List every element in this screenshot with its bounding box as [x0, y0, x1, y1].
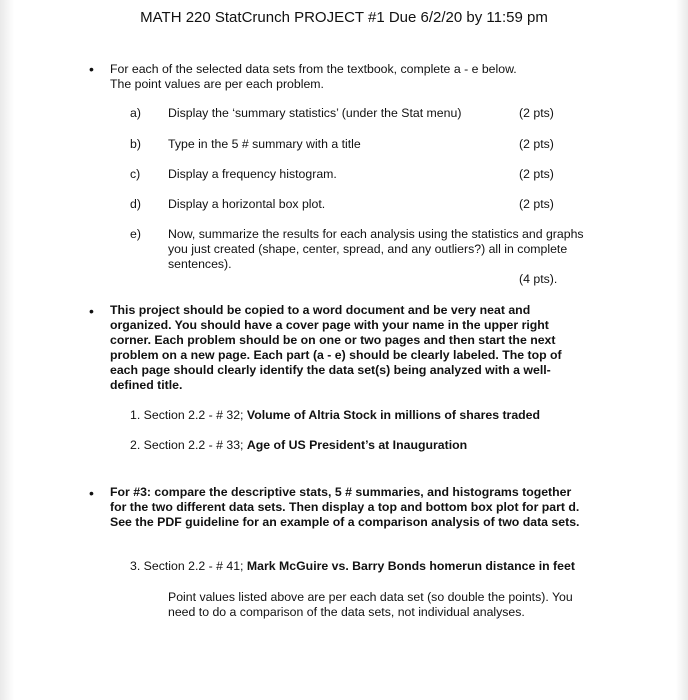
item-3-prefix: 3. Section 2.2 - # 41; — [130, 559, 247, 573]
part-e-points: (4 pts). — [519, 272, 558, 286]
section3-line3: See the PDF guideline for an example of a comparison analysis of two data sets. — [110, 515, 580, 529]
part-b-points: (2 pts) — [519, 137, 554, 151]
section2-line3: corner. Each problem should be on one or two pages and then start the next — [110, 333, 556, 347]
document-title: MATH 220 StatCrunch PROJECT #1 Due 6/2/20 by 11:59 pm — [140, 9, 548, 26]
section2-line2: organized. You should have a cover page with your name in the upper right — [110, 318, 549, 332]
part-d-points: (2 pts) — [519, 197, 554, 211]
part-a-points: (2 pts) — [519, 106, 554, 120]
part-c-text: Display a frequency histogram. — [168, 167, 337, 181]
part-d-label: d) — [130, 197, 141, 211]
part-d-text: Display a horizontal box plot. — [168, 197, 326, 211]
part-e-line1: Now, summarize the results for each analysis using the statistics and graphs — [168, 227, 584, 241]
section2-line1: This project should be copied to a word document and be very neat and — [110, 303, 531, 317]
item-3 — [130, 559, 575, 574]
bullet-2: • — [89, 303, 94, 319]
item-1-title: Volume of Altria Stock in millions of shares traded — [246, 408, 541, 422]
section3-line1: For #3: compare the descriptive stats, 5 # summaries, and histograms together — [110, 485, 572, 499]
note-line1: Point values listed above are per each data set (so double the points). You — [168, 590, 573, 604]
note-line2: need to do a comparison of the data sets, not individual analyses. — [168, 605, 525, 619]
item-2-prefix: 2. Section 2.2 - # 33; — [130, 438, 247, 452]
bullet-1: • — [89, 61, 94, 77]
part-c-points: (2 pts) — [519, 167, 554, 181]
section2-line6: defined title. — [110, 378, 183, 392]
section2-line5: each page should clearly identify the data set(s) being analyzed with a well- — [110, 363, 551, 377]
section1-intro-line2: The point values are per each problem. — [110, 77, 324, 91]
page-edge-shadow-left — [0, 0, 14, 700]
part-e-line2: you just created (shape, center, spread, and any outliers?) all in complete — [168, 242, 568, 256]
bullet-3: • — [89, 485, 94, 501]
item-2-title: Age of US President’s at Inauguration — [246, 438, 468, 452]
section1-intro-line1: For each of the selected data sets from the textbook, complete a - e below. — [110, 62, 517, 76]
part-b-label: b) — [130, 137, 141, 151]
item-2 — [130, 438, 467, 453]
part-e-line3: sentences). — [168, 257, 232, 271]
part-a-text: Display the ‘summary statistics’ (under the Stat menu) — [168, 106, 462, 120]
part-a-label: a) — [130, 106, 141, 120]
item-1-prefix: 1. Section 2.2 - # 32; — [130, 408, 247, 422]
page-edge-shadow-right — [676, 0, 688, 700]
part-b-text: Type in the 5 # summary with a title — [168, 137, 361, 151]
section2-line4: problem on a new page. Each part (a - e) should be clearly labeled. The top of — [110, 348, 562, 362]
part-c-label: c) — [130, 167, 141, 181]
section3-line2: for the two different data sets. Then display a top and bottom box plot for part d. — [110, 500, 580, 514]
item-1 — [130, 408, 540, 423]
item-3-title: Mark McGuire vs. Barry Bonds homerun distance in feet — [246, 559, 575, 573]
part-e-label: e) — [130, 227, 141, 241]
